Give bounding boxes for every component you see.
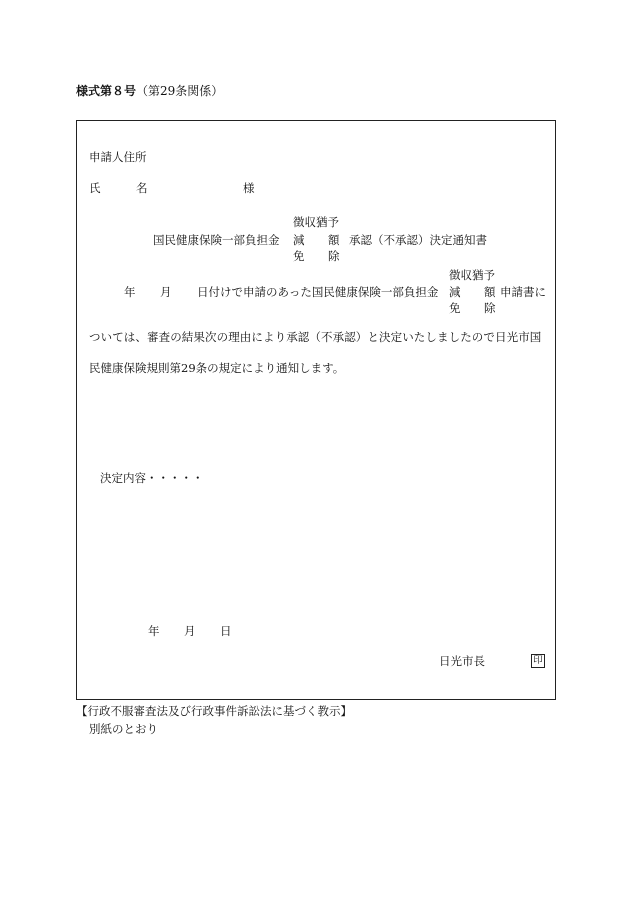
date-year: 年 [148, 624, 160, 638]
title-option-exempt: 免 [293, 249, 305, 263]
applicant-address-label: 申請人住所 [89, 150, 147, 164]
form-number-label: 様式第８号 [76, 84, 137, 98]
body-line2: ついては、審査の結果次の理由により承認（不承認）と決定いたしましたので日光市国 [89, 330, 542, 344]
honorific: 様 [243, 181, 255, 195]
title-suffix: 承認（不承認）決定通知書 [349, 233, 487, 247]
date-month: 月 [184, 624, 196, 638]
decision-content-label: 決定内容・・・・・ [100, 471, 204, 485]
body-line3: 民健康保険規則第29条の規定により通知します。 [89, 361, 345, 375]
issuer-mayor: 日光市長 [439, 654, 485, 668]
body-option-top: 徴収猶予 [449, 268, 495, 282]
title-option-top: 徴収猶予 [293, 215, 339, 229]
body-option-remove: 除 [484, 301, 496, 315]
form-number [76, 85, 223, 97]
title-option-amount: 額 [328, 233, 340, 247]
body-option-reduce: 減 [449, 285, 461, 299]
form-relation: （第29条関係） [136, 84, 224, 98]
body-line1-text: 日付けで申請のあった国民健康保険一部負担金 [197, 285, 439, 299]
appeal-notice-heading: 【行政不服審査法及び行政事件訴訟法に基づく教示】 [76, 704, 352, 718]
body-option-amount: 額 [484, 285, 496, 299]
title-prefix: 国民健康保険一部負担金 [153, 233, 280, 247]
name-label-1: 氏 [89, 181, 101, 195]
body-month: 月 [160, 285, 172, 299]
title-option-reduce: 減 [293, 233, 305, 247]
body-line1-tail: 申請書に [500, 285, 546, 299]
body-year: 年 [124, 285, 136, 299]
notification-form-frame [76, 120, 556, 700]
appeal-notice-content: 別紙のとおり [89, 722, 158, 736]
body-option-exempt: 免 [449, 301, 461, 315]
date-day: 日 [220, 624, 232, 638]
title-option-remove: 除 [328, 249, 340, 263]
seal-mark: 印 [531, 654, 545, 668]
name-label-2: 名 [136, 181, 148, 195]
